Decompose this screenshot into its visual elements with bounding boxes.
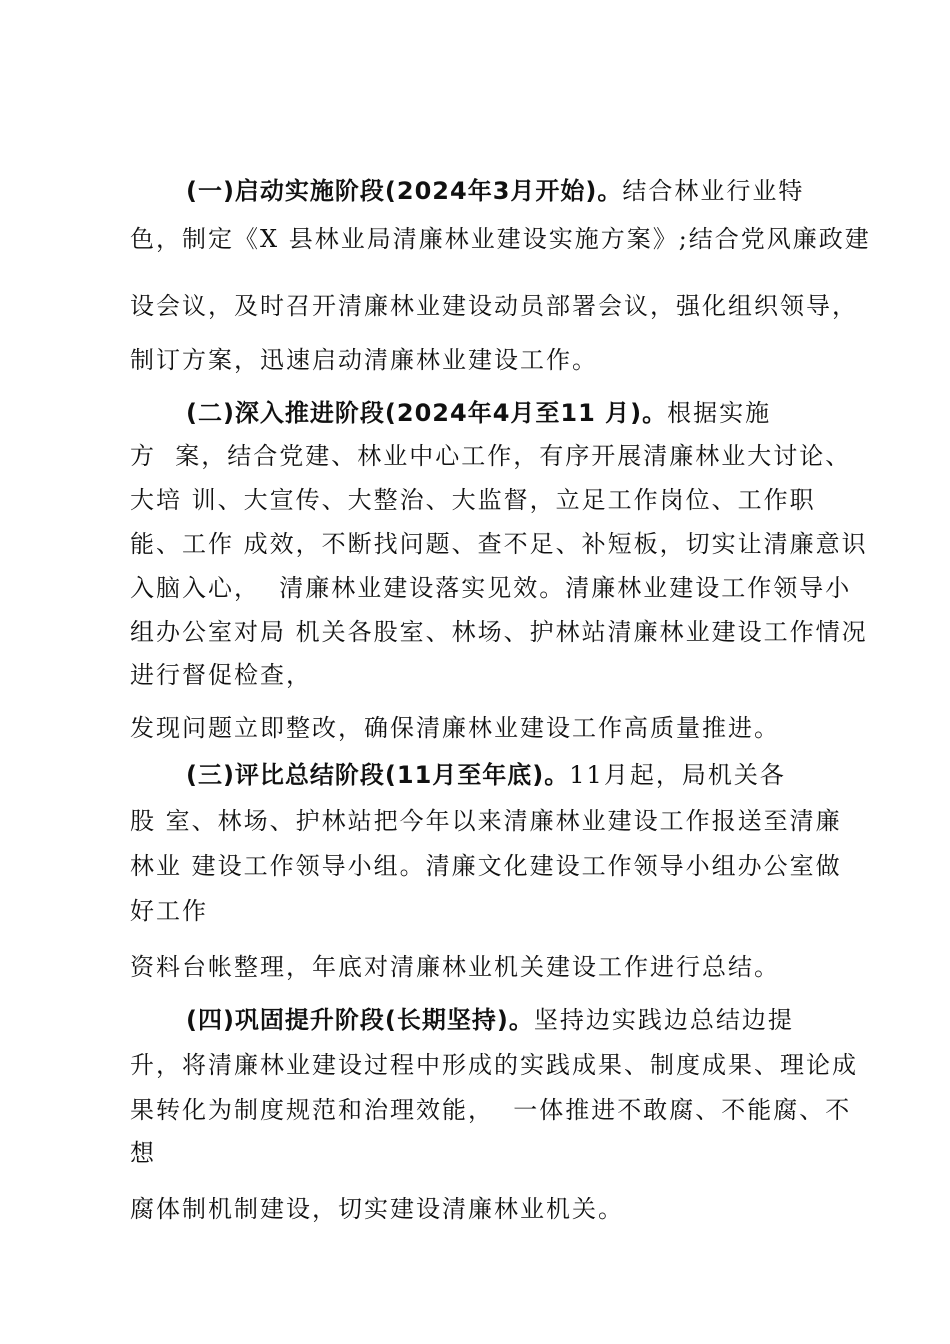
section-4-first-line <box>186 1003 830 1037</box>
paragraph-line: 发现问题立即整改，确保清廉林业建设工作高质量推进。 <box>130 714 780 742</box>
paragraph-line: 腐体制机制建设，切实建设清廉林业机关。 <box>130 1195 624 1223</box>
section-1-text: 结合林业行业特 <box>622 177 805 205</box>
paragraph-line: 色，制定《X 县林业局清廉林业建设实施方案》;结合党风廉政建 <box>130 225 871 253</box>
paragraph-line: 股 室、林场、护林站把今年以来清廉林业建设工作报送至清廉 <box>130 807 842 835</box>
section-1-heading: (一)启动实施阶段(2024年3月开始)。 <box>186 177 623 205</box>
paragraph-line: 组办公室对局 机关各股室、林场、护林站清廉林业建设工作情况 <box>130 618 868 646</box>
paragraph-line: 制订方案，迅速启动清廉林业建设工作。 <box>130 346 598 374</box>
section-4-heading: (四)巩固提升阶段(长期坚持)。 <box>186 1006 534 1034</box>
section-2-heading: (二)深入推进阶段(2024年4月至11 月)。 <box>186 399 668 427</box>
paragraph-line: 果转化为制度规范和治理效能， 一体推进不敢腐、不能腐、不 <box>130 1096 852 1124</box>
section-1-first-line <box>186 174 830 208</box>
paragraph-line: 林业 建设工作领导小组。清廉文化建设工作领导小组办公室做 <box>130 852 842 880</box>
section-3-heading: (三)评比总结阶段(11月至年底)。 <box>186 761 570 789</box>
paragraph-line: 方 案，结合党建、林业中心工作，有序开展清廉林业大讨论、 <box>130 442 852 470</box>
paragraph-line: 入脑入心， 清廉林业建设落实见效。清廉林业建设工作领导小 <box>130 574 852 602</box>
section-4-text: 坚持边实践边总结边提 <box>533 1006 794 1034</box>
section-3-first-line <box>186 758 830 792</box>
paragraph-line: 能、工作 成效，不断找问题、查不足、补短板，切实让清廉意识 <box>130 530 868 558</box>
section-2-text: 根据实施 <box>667 399 772 427</box>
paragraph-line: 升，将清廉林业建设过程中形成的实践成果、制度成果、理论成 <box>130 1051 858 1079</box>
paragraph-line: 好工作 <box>130 897 208 925</box>
paragraph-line: 资料台帐整理，年底对清廉林业机关建设工作进行总结。 <box>130 953 780 981</box>
section-3-text: 11月起，局机关各 <box>569 761 786 789</box>
paragraph-line: 想 <box>130 1139 156 1167</box>
paragraph-line: 进行督促检查， <box>130 661 312 689</box>
paragraph-line: 大培 训、大宣传、大整治、大监督，立足工作岗位、工作职 <box>130 486 816 514</box>
section-2-first-line <box>186 396 830 430</box>
paragraph-line: 设会议，及时召开清廉林业建设动员部署会议，强化组织领导， <box>130 292 858 320</box>
